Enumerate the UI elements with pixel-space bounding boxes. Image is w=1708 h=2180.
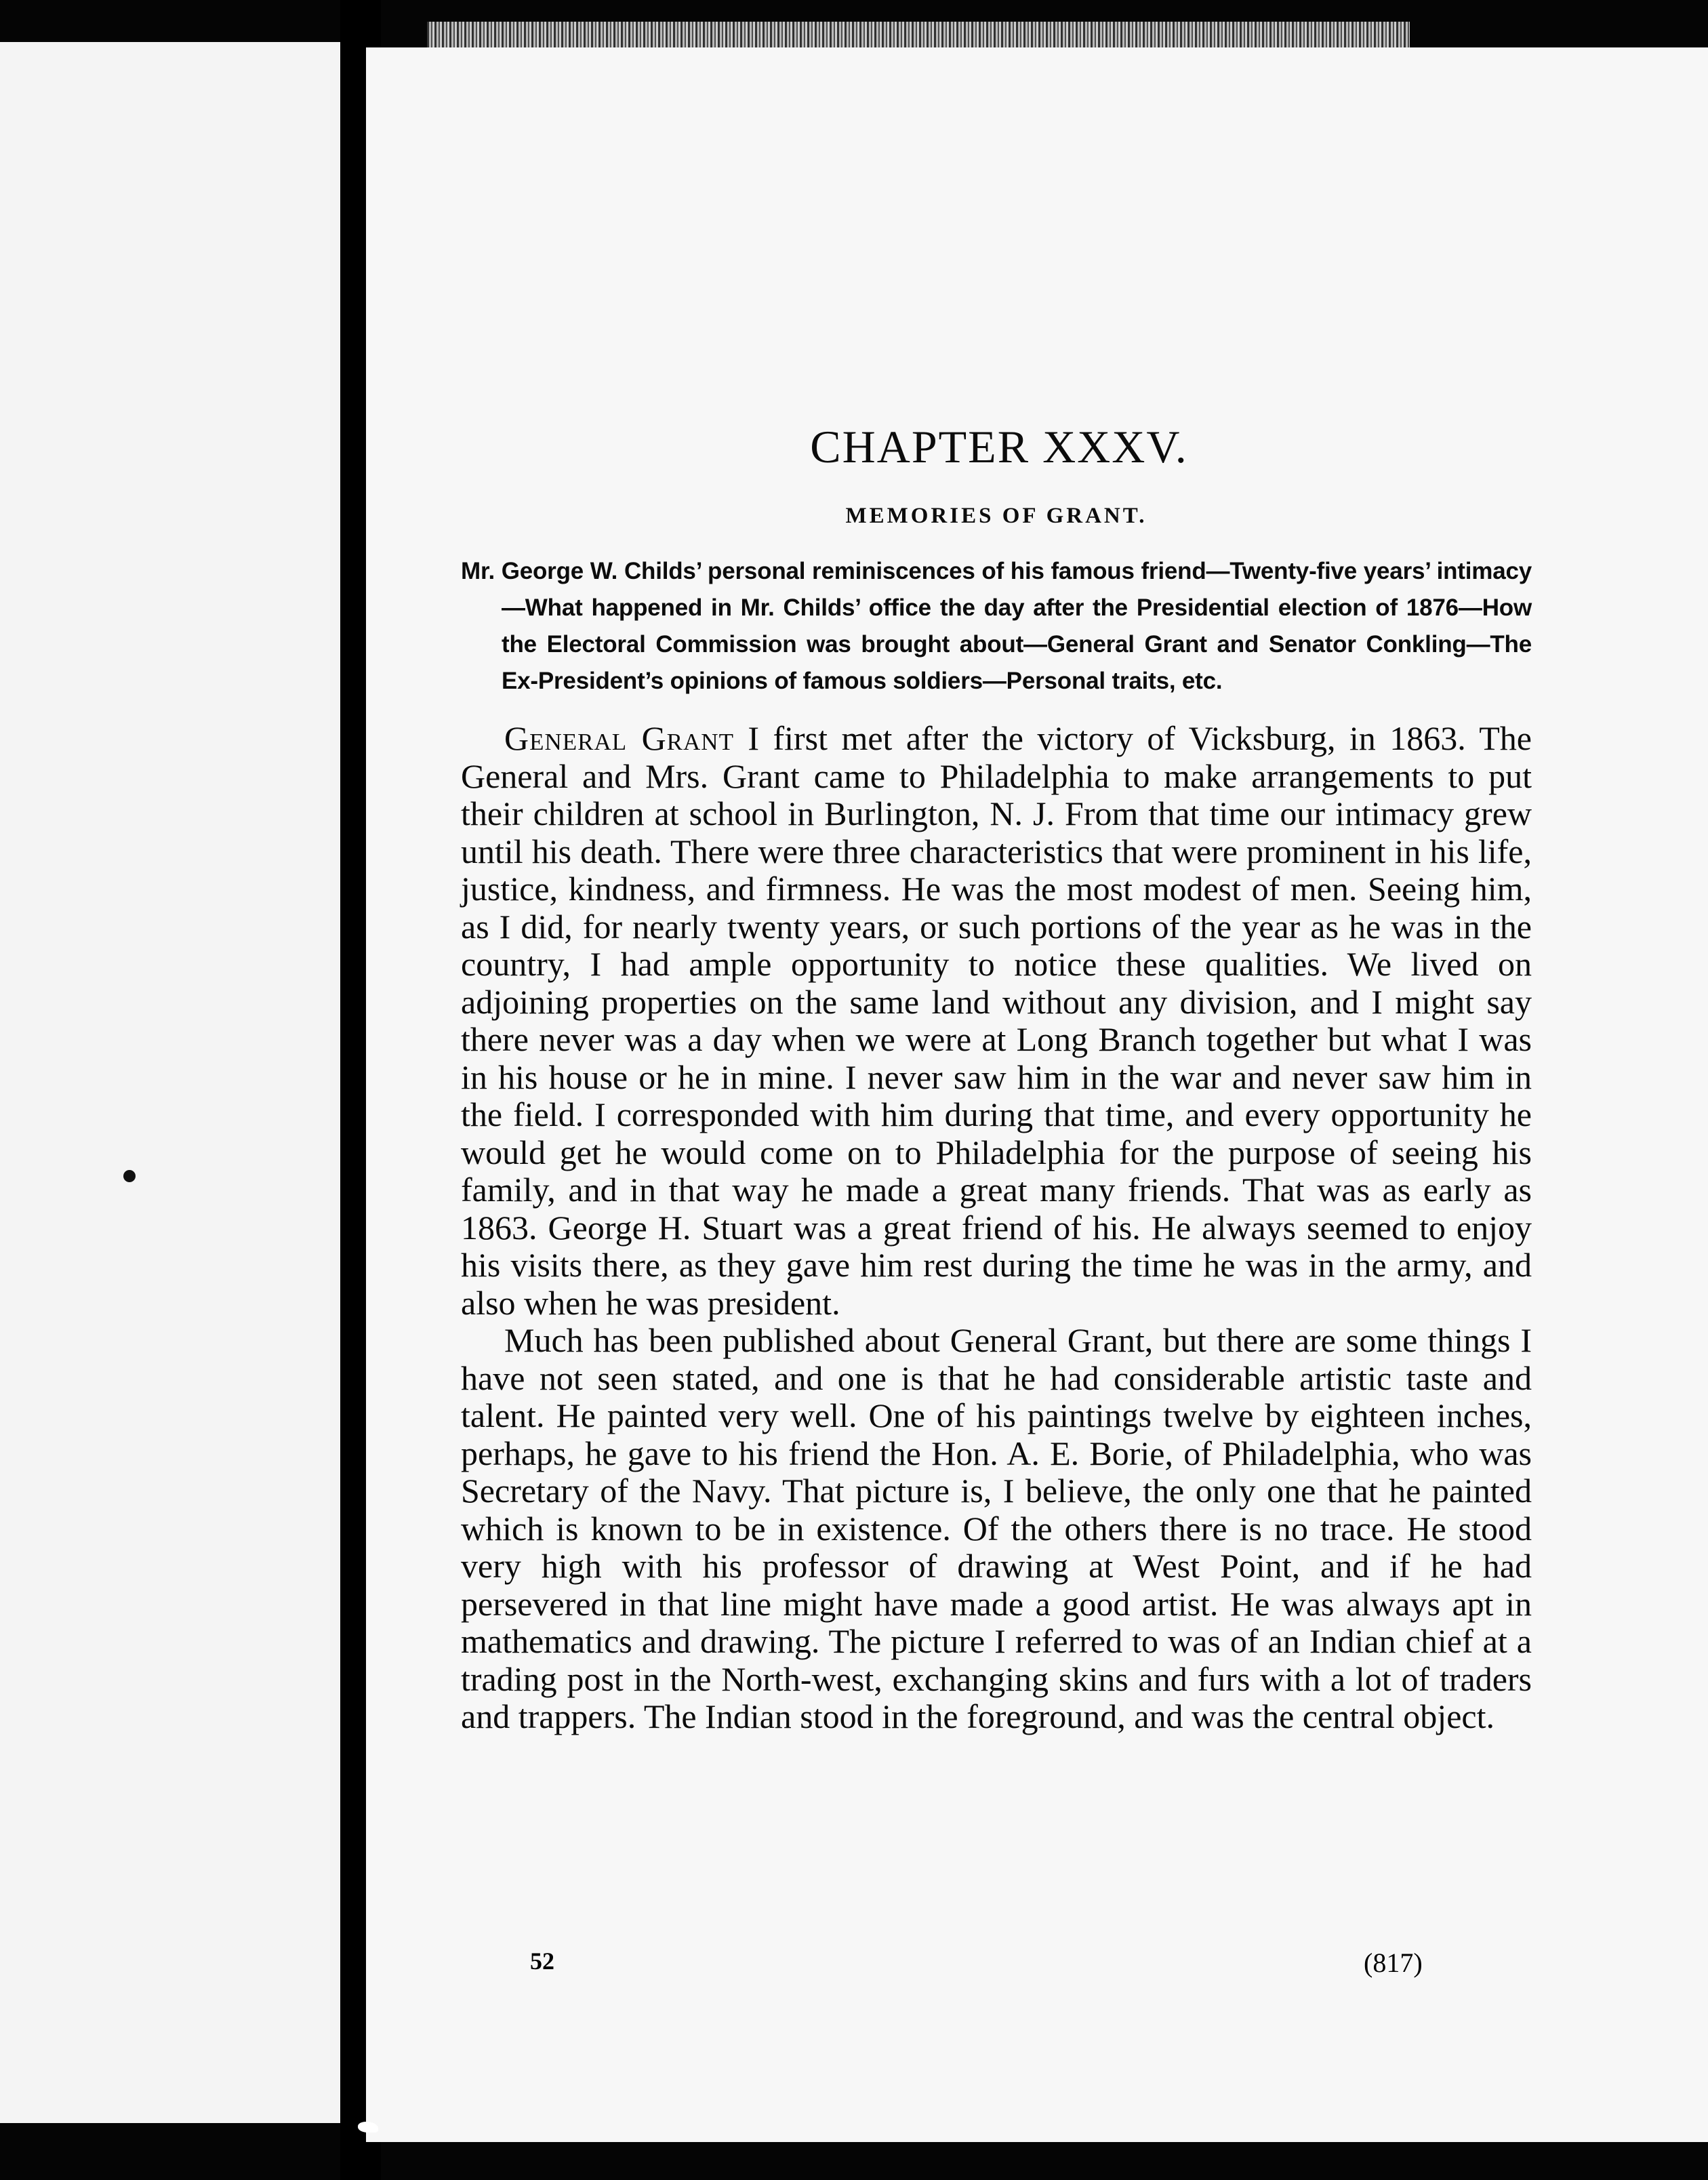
- opening-words: General Grant: [504, 719, 734, 757]
- ink-dot: [123, 1170, 136, 1182]
- facing-page-left: [0, 42, 340, 2123]
- page-content: [461, 420, 1532, 1736]
- page-number: (817): [1364, 1947, 1423, 1978]
- chapter-title: CHAPTER XXXV.: [810, 421, 1188, 472]
- chapter-subtitle: MEMORIES OF GRANT.: [845, 504, 1147, 528]
- paragraph-2: Much has been published about General Grant, but there are some things I have not seen stated, and one is that he had considerable artistic taste and talent. He painted very well. One of his paintings twelve by eighteen inches, perhaps, he gave to his friend the Hon. A. E. Borie, of Philadelphia, who was Secretary of the Navy. That picture is, I believe, the only one that he painted which is known to be in existence. Of the others there is no trace. He stood very high with his professor of drawing at West Point, and if he had persevered in that line might have made a good artist. He was always apt in mathematics and drawing. The picture I referred to was of an Indian chief at a trading post in the North-west, exchanging skins and furs with a lot of traders and trappers. The Indian stood in the foreground, and was the central object.: [461, 1321, 1532, 1735]
- paragraph-1-text: I first met after the victory of Vicksburg, in 1863. The General and Mrs. Grant came to Philadelphia to make arrangements to put their children at school in Burlington, N. J. From that time our intimacy grew until his death. There were three characteristics that were prominent in his life, justice, kindness, and firmness. He was the most modest of men. Seeing him, as I did, for nearly twenty years, or such portions of the year as he was in the country, I had ample opportunity to notice these qualities. We lived on adjoining properties on the same land without any division, and I might say there never was a day when we were at Long Branch together but what I was in his house or he in mine. I never saw him in the war and never saw him in the field. I corresponded with him during that time, and every opportunity he would get he would come on to Philadelphia for the purpose of seeing his family, and in that way he made a great many friends. That was as early as 1863. George H. Stuart was a great friend of his. He always seemed to enjoy his visits there, as they gave him rest during the time he was in the army, and also when he was president.: [461, 719, 1532, 1322]
- scan-artifact: [358, 2122, 378, 2133]
- signature-mark: 52: [530, 1947, 554, 1975]
- chapter-synopsis: Mr. George W. Childs’ personal reminiscences of his famous friend—Twenty-five years’ intimacy—What happened in Mr. Childs’ office the day after the Presidential election of 1876—How the Electoral Commission was brought about—General Grant and Senator Conkling—The Ex-President’s opinions of famous soldiers—Personal traits, etc.: [461, 558, 1532, 694]
- paragraph-1: [461, 720, 1532, 1322]
